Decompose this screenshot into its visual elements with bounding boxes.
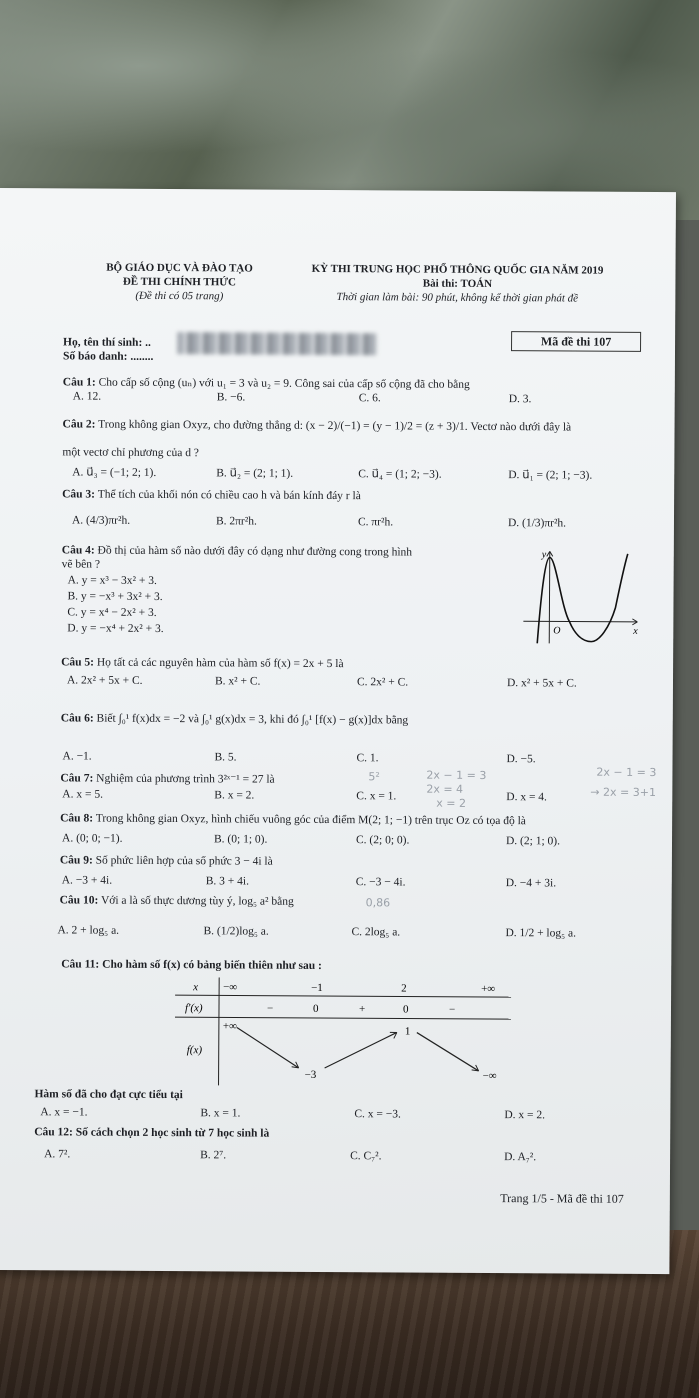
option: C. y = x⁴ − 2x² + 3. xyxy=(67,606,157,619)
option: A. u⃗₃ = (−1; 2; 1). xyxy=(72,466,157,479)
header-left xyxy=(79,260,279,303)
option: D. 3. xyxy=(508,393,532,406)
question-label: Câu 7: xyxy=(60,772,94,785)
sign: − xyxy=(266,1002,274,1015)
y-label: y xyxy=(541,549,547,561)
exam-paper xyxy=(0,188,676,1274)
option: A. 7². xyxy=(44,1148,71,1161)
time-limit: Thời gian làm bài: 90 phút, không kể thời gian phát đề xyxy=(336,291,579,305)
option: C. x = −3. xyxy=(354,1108,401,1121)
question-1 xyxy=(63,374,470,390)
question-5 xyxy=(61,656,344,670)
sign: 0 xyxy=(312,1002,319,1015)
x-value: +∞ xyxy=(481,982,496,996)
option: B. x² + C. xyxy=(214,675,261,688)
student-name-label: Họ, tên thí sinh: .. xyxy=(63,336,151,349)
function-graph xyxy=(519,547,648,648)
question-4 xyxy=(62,544,412,558)
question-11 xyxy=(61,958,322,972)
redacted-name xyxy=(177,332,377,355)
option: D. 1/2 + log₅ a. xyxy=(505,927,577,940)
header-right xyxy=(277,262,637,306)
option: C. (2; 0; 0). xyxy=(355,834,410,847)
option: D. A₇². xyxy=(504,1151,537,1164)
option: A. 12. xyxy=(72,390,102,403)
question-label: Câu 10: xyxy=(59,894,99,907)
option: B. y = −x³ + 3x² + 3. xyxy=(67,590,163,604)
origin-label: O xyxy=(553,625,561,637)
question-text: Cho cấp số cộng (uₙ) với u₁ = 3 và u₂ = 9. Công sai của cấp số cộng đã cho bằng xyxy=(98,376,470,391)
question-10 xyxy=(60,894,294,907)
x-value: 2 xyxy=(401,982,407,995)
option: D. y = −x⁴ + 2x² + 3. xyxy=(67,622,164,636)
x-label: x xyxy=(633,625,638,637)
handwritten-note: → 2x = 3+1 xyxy=(590,785,657,800)
student-id-label: Số báo danh: ........ xyxy=(62,350,154,363)
option: A. −1. xyxy=(62,750,92,763)
option: C. πr²h. xyxy=(357,516,394,529)
question-text: Với a là số thực dương tùy ý, log₅ a² bằng xyxy=(100,894,294,908)
page-count: (Đề thi có 05 trang) xyxy=(135,289,224,303)
question-9 xyxy=(60,854,273,867)
question-text: Trong không gian Oxyz, cho đường thẳng d: (x − 2)/(−1) = (y − 1)/2 = (z + 3)/1. Vectơ nào dưới đây là xyxy=(98,418,572,434)
handwritten-note: 2x = 4 xyxy=(426,782,464,796)
official-label: ĐỀ THI CHÍNH THỨC xyxy=(122,275,237,289)
option: D. x² + 5x + C. xyxy=(506,677,577,690)
option: D. x = 2. xyxy=(504,1109,546,1122)
option: D. u⃗₁ = (2; 1; −3). xyxy=(508,469,593,482)
x-value: −∞ xyxy=(223,981,238,994)
exam-code-box: Mã đề thi 107 xyxy=(511,331,641,352)
option: B. x = 1. xyxy=(200,1107,241,1120)
option: A. 2 + log₅ a. xyxy=(57,924,120,937)
option: C. u⃗₄ = (1; 2; −3). xyxy=(358,468,442,481)
marble-background xyxy=(0,0,699,220)
question-11-cont: Hàm số đã cho đạt cực tiểu tại xyxy=(34,1088,183,1102)
y-axis xyxy=(549,551,550,643)
option: A. 2x² + 5x + C. xyxy=(66,674,143,687)
ministry-name: BỘ GIÁO DỤC VÀ ĐÀO TẠO xyxy=(106,261,253,275)
option: D. (1/3)πr²h. xyxy=(507,517,567,530)
question-label: Câu 8: xyxy=(60,812,94,825)
f-value: +∞ xyxy=(222,1020,237,1033)
option: C. 2x² + C. xyxy=(356,676,409,689)
handwritten-note: 2x − 1 = 3 xyxy=(596,765,657,780)
handwritten-note: 5² xyxy=(368,770,380,784)
option: A. (4/3)πr²h. xyxy=(71,514,131,527)
question-label: Câu 3: xyxy=(62,488,96,501)
question-8 xyxy=(60,812,526,827)
x-value: −1 xyxy=(311,981,323,994)
option: B. u⃗₂ = (2; 1; 1). xyxy=(216,467,294,480)
option: B. 2πr²h. xyxy=(215,515,257,528)
option: C. x = 1. xyxy=(356,790,397,803)
option: D. −5. xyxy=(506,753,536,766)
page-footer: Trang 1/5 - Mã đề thi 107 xyxy=(500,1191,624,1206)
question-3 xyxy=(62,488,361,502)
option: C. 6. xyxy=(358,392,381,405)
option: C. 1. xyxy=(356,752,379,765)
question-2 xyxy=(63,418,572,433)
option: D. x = 4. xyxy=(506,791,547,804)
question-text-cont: một vectơ chỉ phương của d ? xyxy=(62,446,199,460)
exam-title: KỲ THI TRUNG HỌC PHỔ THÔNG QUỐC GIA NĂM 2019 xyxy=(311,262,604,277)
f-value: −3 xyxy=(304,1068,317,1081)
option: A. x = −1. xyxy=(40,1106,88,1119)
question-text: Số cách chọn 2 học sinh từ 7 học sinh là xyxy=(75,1126,270,1140)
question-label: Câu 1: xyxy=(62,376,96,389)
question-label: Câu 11: xyxy=(61,958,100,971)
question-label: Câu 9: xyxy=(59,854,93,867)
option: B. x = 2. xyxy=(214,789,255,802)
option: B. (0; 1; 0). xyxy=(213,833,268,846)
question-label: Câu 12: xyxy=(34,1126,73,1139)
option: A. y = x³ − 3x² + 3. xyxy=(67,574,157,587)
option: D. (2; 1; 0). xyxy=(505,835,561,848)
handwritten-note: 0,86 xyxy=(365,896,391,910)
table-fprime-label: f'(x) xyxy=(184,1002,203,1015)
question-12 xyxy=(34,1126,269,1139)
sign: 0 xyxy=(402,1003,409,1016)
question-text-cont: vẽ bên ? xyxy=(61,558,101,571)
question-text: Biết ∫₀¹ f(x)dx = −2 và ∫₀¹ g(x)dx = 3, khi đó ∫₀¹ [f(x) − g(x)]dx bằng xyxy=(96,712,409,727)
question-label: Câu 6: xyxy=(60,712,94,725)
option: A. (0; 0; −1). xyxy=(61,832,123,845)
question-label: Câu 2: xyxy=(62,418,96,431)
option: A. −3 + 4i. xyxy=(61,874,113,887)
question-text: Cho hàm số f(x) có bảng biến thiên như sau : xyxy=(102,958,322,972)
option: C. C₇². xyxy=(350,1150,382,1163)
option: D. −4 + 3i. xyxy=(505,877,557,890)
option: C. 2log₅ a. xyxy=(351,926,401,939)
subject-title: Bài thi: TOÁN xyxy=(422,277,493,291)
f-value: 1 xyxy=(404,1025,411,1038)
option: C. −3 − 4i. xyxy=(355,876,406,889)
question-text: Nghiệm của phương trình 3²ˣ⁻¹ = 27 là xyxy=(96,772,275,786)
option: B. (1/2)log₅ a. xyxy=(203,925,269,938)
table-f-label: f(x) xyxy=(186,1044,203,1057)
question-text: Đồ thị của hàm số nào dưới đây có dạng như đường cong trong hình xyxy=(97,544,413,559)
question-6 xyxy=(61,712,409,726)
sign: + xyxy=(358,1003,366,1016)
curve xyxy=(537,553,628,644)
option: A. x = 5. xyxy=(62,788,104,801)
x-axis xyxy=(523,621,637,622)
question-text: Họ tất cả các nguyên hàm của hàm số f(x) = 2x + 5 là xyxy=(96,656,344,671)
sign: − xyxy=(448,1003,456,1016)
handwritten-note: x = 2 xyxy=(436,796,467,810)
handwritten-note: 2x − 1 = 3 xyxy=(426,768,487,782)
question-label: Câu 4: xyxy=(61,544,95,557)
option: B. −6. xyxy=(216,391,246,404)
table-x-label: x xyxy=(193,981,199,994)
question-7 xyxy=(60,770,274,785)
f-value: −∞ xyxy=(482,1069,497,1083)
option: B. 3 + 4i. xyxy=(205,875,250,888)
option: B. 2⁷. xyxy=(200,1149,227,1162)
question-text: Trong không gian Oxyz, hình chiếu vuông góc của điểm M(2; 1; −1) trên trục Oz có tọa độ là xyxy=(95,812,526,828)
variation-table xyxy=(175,977,516,1089)
question-text: Thể tích của khối nón có chiều cao h và bán kính đáy r là xyxy=(97,488,361,503)
option: B. 5. xyxy=(214,751,237,764)
question-label: Câu 5: xyxy=(61,656,95,669)
question-text: Số phức liên hợp của số phức 3 − 4i là xyxy=(95,854,273,868)
